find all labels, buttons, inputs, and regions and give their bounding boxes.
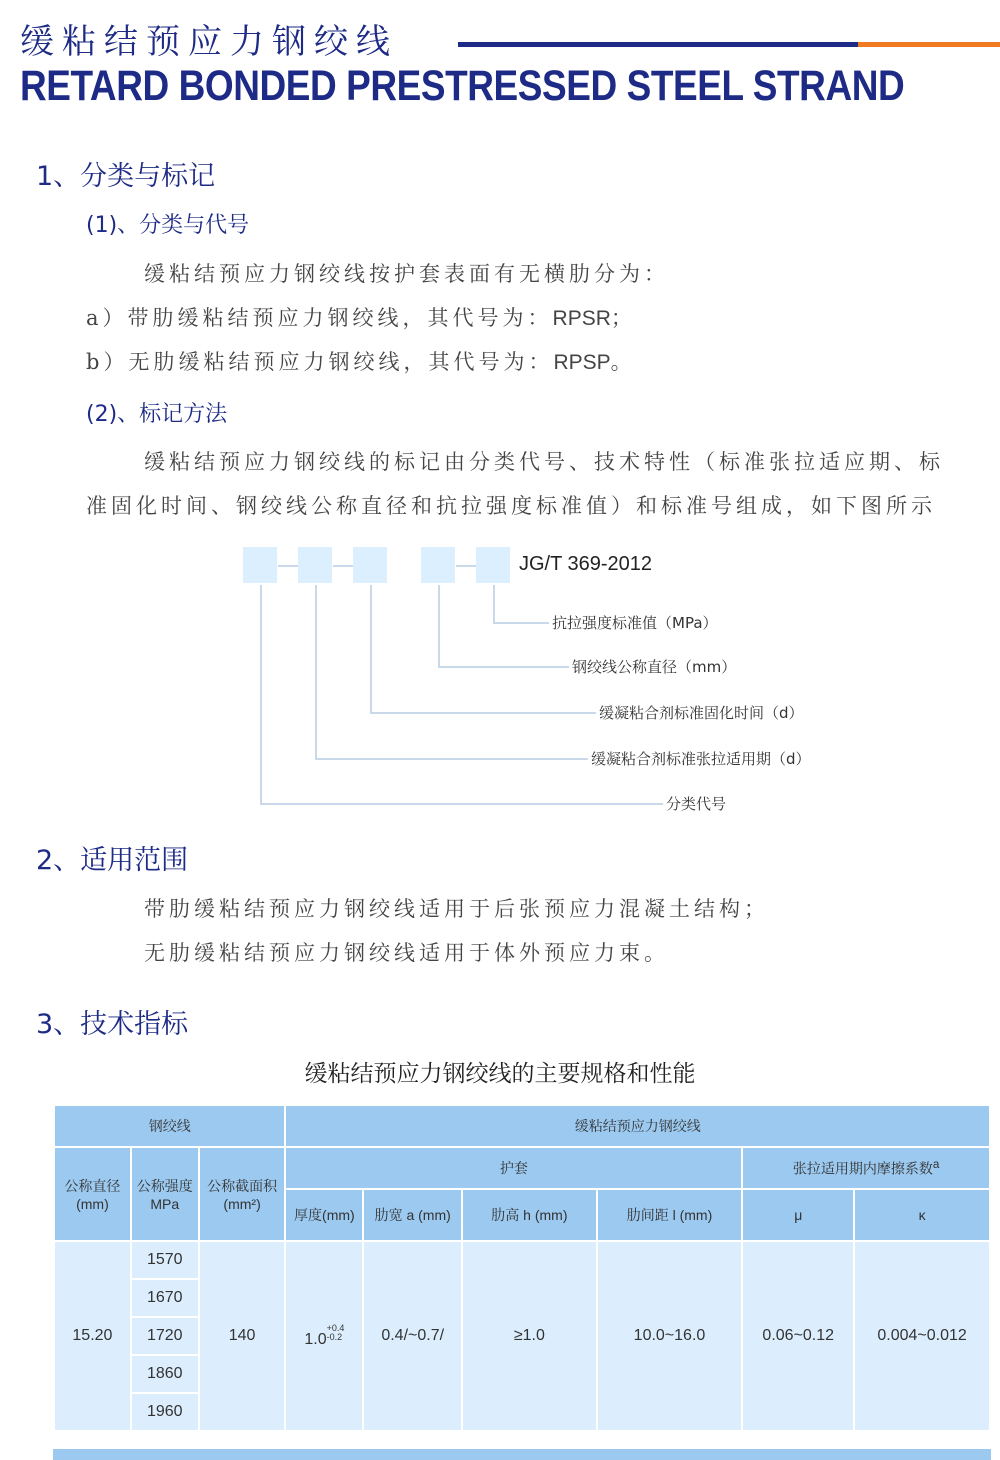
connector-v-1	[260, 585, 262, 805]
section3-heading: 3、技术指标	[36, 1009, 189, 1040]
cell-strength: 1670	[131, 1279, 199, 1317]
item-b-code: RPSP。	[553, 351, 632, 374]
th-rib-width: 肋宽 a (mm)	[363, 1189, 462, 1241]
marking-paragraph-line2: 准固化时间、钢绞线公称直径和抗拉强度标准值）和标准号组成，如下图所示	[86, 494, 936, 518]
page-title-en: RETARD BONDED PRESTRESSED STEEL STRAND	[20, 62, 905, 110]
code-box-2	[298, 547, 332, 583]
label-tensile-strength: 抗拉强度标准值（MPa）	[552, 614, 718, 632]
th-strand-group: 钢绞线	[54, 1105, 285, 1147]
thickness-tolerance	[327, 1324, 345, 1342]
section2-heading: 2、适用范围	[36, 845, 189, 876]
connector-v-5	[493, 585, 495, 624]
cell-mu: 0.06~0.12	[742, 1241, 854, 1431]
connector-h-5	[493, 622, 549, 624]
thickness-plus: +0.4	[326, 1322, 345, 1333]
title-rule-orange	[858, 42, 1000, 47]
cell-strength: 1570	[131, 1241, 199, 1279]
th-nominal-diameter: 公称直径(mm)	[54, 1147, 131, 1241]
th-friction-note: a	[932, 1157, 940, 1171]
th-k: κ	[854, 1189, 990, 1241]
item-a-text: a）带肋缓粘结预应力钢绞线，其代号为：	[86, 306, 553, 330]
item-a-code: RPSR；	[552, 307, 632, 330]
th-rib-height: 肋高 h (mm)	[462, 1189, 597, 1241]
code-box-3	[353, 547, 387, 583]
connector-v-4	[438, 585, 440, 668]
label-nominal-diameter: 钢绞线公称直径（mm）	[572, 658, 737, 676]
th-sheath-group: 护套	[285, 1147, 742, 1189]
th-friction-label: 张拉适用期内摩擦系数	[792, 1160, 933, 1177]
thickness-base: 1.0	[304, 1330, 327, 1348]
cell-diameter: 15.20	[54, 1241, 131, 1431]
scope-line-1: 带肋缓粘结预应力钢绞线适用于后张预应力混凝土结构；	[144, 897, 769, 921]
code-dash-2	[333, 565, 353, 567]
connector-v-2	[315, 585, 317, 760]
cell-area: 140	[199, 1241, 286, 1431]
table-bottom-band	[53, 1449, 991, 1460]
connector-h-3	[370, 712, 596, 714]
cell-rib-height: ≥1.0	[462, 1241, 597, 1431]
code-dash-1	[278, 565, 298, 567]
label-class-code: 分类代号	[666, 795, 727, 813]
code-box-4	[421, 547, 455, 583]
page-title-cn: 缓粘结预应力钢绞线	[20, 22, 398, 62]
thickness-minus: -0.2	[326, 1331, 343, 1342]
label-curing-time: 缓凝粘合剂标准固化时间（d）	[599, 704, 804, 722]
section1-heading: 1、分类与标记	[36, 161, 216, 192]
classification-intro: 缓粘结预应力钢绞线按护套表面有无横肋分为：	[144, 262, 669, 286]
scope-line-2: 无肋缓粘结预应力钢绞线适用于体外预应力束。	[144, 941, 669, 965]
connector-h-1	[260, 803, 663, 805]
cell-strength: 1720	[131, 1317, 199, 1355]
code-box-5	[476, 547, 510, 583]
th-friction-group	[742, 1147, 990, 1189]
code-dash-3	[456, 565, 476, 567]
th-retard-group: 缓粘结预应力钢绞线	[285, 1105, 990, 1147]
item-b-text: b）无肋缓粘结预应力钢绞线，其代号为：	[86, 350, 554, 374]
spec-table	[53, 1104, 991, 1432]
th-thickness: 厚度(mm)	[285, 1189, 363, 1241]
classification-item-a	[86, 302, 632, 332]
th-nominal-strength: 公称强度MPa	[131, 1147, 199, 1241]
code-box-1	[243, 547, 277, 583]
cell-strength: 1860	[131, 1355, 199, 1393]
th-nominal-area: 公称截面积(mm²)	[199, 1147, 286, 1241]
cell-k: 0.004~0.012	[854, 1241, 990, 1431]
classification-item-b	[86, 346, 632, 376]
connector-h-4	[438, 666, 569, 668]
label-tension-period: 缓凝粘合剂标准张拉适用期（d）	[591, 750, 811, 768]
title-rule-blue	[458, 42, 858, 47]
cell-rib-spacing: 10.0~16.0	[597, 1241, 743, 1431]
standard-number: JG/T 369-2012	[519, 553, 653, 575]
th-rib-spacing: 肋间距 l (mm)	[597, 1189, 743, 1241]
section1-sub1-heading: (1)、分类与代号	[86, 213, 250, 238]
connector-v-3	[370, 585, 372, 714]
cell-strength: 1960	[131, 1393, 199, 1431]
connector-h-2	[315, 758, 588, 760]
cell-rib-width: 0.4/~0.7/	[363, 1241, 462, 1431]
table-title: 缓粘结预应力钢绞线的主要规格和性能	[304, 1061, 696, 1087]
cell-thickness	[285, 1241, 363, 1431]
section1-sub2-heading: (2)、标记方法	[86, 402, 228, 427]
marking-paragraph-line1: 缓粘结预应力钢绞线的标记由分类代号、技术特性（标准张拉适应期、标	[144, 450, 944, 474]
th-mu: μ	[742, 1189, 854, 1241]
